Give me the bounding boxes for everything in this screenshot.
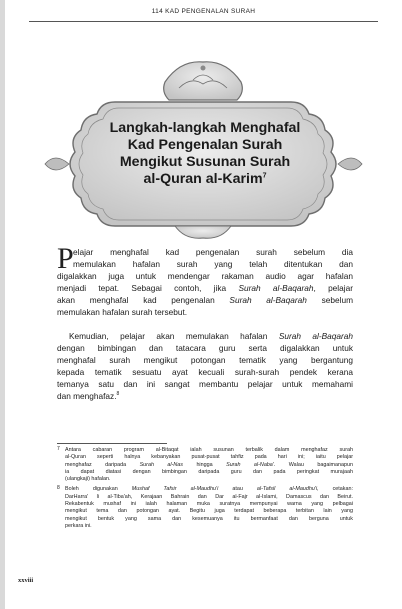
text-line: temanya satu dan ini sangat membantu pelajar untuk memahami	[57, 379, 353, 389]
footnotes	[57, 447, 353, 533]
footnote-line: Antara cabaran program al-Bitaqat ialah susunan terbalik dalam menghafaz surah	[65, 447, 353, 453]
text-line: menghafal surah mengikut potongan tematik yang bergantung	[57, 355, 353, 365]
footnote-line: al-Quran seperti halnya kebanyakan pusat-pusat tahfiz pada hari ini; iaitu pelajar	[65, 454, 353, 461]
text-line: digalakkan juga untuk mendengar rakaman audio agar hafalan	[57, 271, 353, 281]
text-line: memulakan hafalan surah yang telah ditentukan dan	[73, 259, 353, 269]
footnote-line: mengikut bentuk yang sama dan kesemuanya itu bermanfaat dan berguna untuk	[65, 515, 353, 522]
header-rule	[29, 21, 378, 22]
footnote-line: ia dapat diatasi dengan bimbingan daripada guru dan pada peringkat murajaah	[65, 468, 353, 475]
book-page	[5, 0, 402, 609]
running-head: 114 KAD PENGENALAN SURAH	[151, 8, 256, 15]
footnote-line: menghafaz daripada Surah al-Nas hingga Surah al-Naba'. Walau bagaimanapun	[65, 461, 353, 468]
body-text	[57, 242, 353, 402]
text-line: elajar menghafal kad pengenalan surah sebelum dia	[73, 247, 353, 257]
text-line: menjadi tepat. Sebagai contoh, jika Surah al-Baqarah, pelajar	[57, 283, 353, 293]
footnote-line: Boleh digunakan Mushaf Tafsir al-Maudhu'i atau al-Tafsil al-Maudhu'i, cetakan:	[65, 486, 353, 493]
footnote-line: mengikut tema dan potongan ayat. Begitu juga terdapat beberapa terbitan lain yang	[65, 508, 353, 515]
chapter-title	[95, 120, 315, 188]
footnote-ref[interactable]: 8	[116, 391, 120, 398]
footnote-rule	[57, 443, 167, 444]
footnote-line: perkara ini.	[65, 522, 92, 529]
title-footnote-ref[interactable]: 7	[262, 172, 267, 180]
title-line: Kad Pengenalan Surah	[127, 137, 283, 153]
text-line: dengan bimbingan dan tatacara guru serta digalakkan untuk	[57, 343, 353, 353]
footnote	[57, 447, 353, 483]
text-line: dan menghafaz.$^8$	[57, 391, 120, 401]
paragraph	[57, 330, 353, 402]
footnote	[57, 486, 353, 530]
footnote-number: 7	[57, 446, 60, 452]
footnote-line: (ulangkaji) hafalan.	[65, 476, 111, 483]
footnote-line: DarHarra' li al-Tiba'ah, Kerajaan Bahrain dan Dar al-Fajr al-Islami, Damascus dan Beirut.	[65, 493, 353, 500]
title-line: Mengikut Susunan Surah	[119, 154, 291, 170]
title-line-last: al-Quran al-Karim$^7$	[143, 171, 267, 187]
drop-cap: P	[57, 242, 74, 275]
text-line: kepada tematik sesuatu ayat kecuali surah-surah pendek kerana	[57, 367, 353, 377]
footnote-number: 8	[57, 485, 60, 492]
text-line: Kemudian, pelajar akan memulakan hafalan Surah al-Baqarah	[69, 331, 353, 341]
text-line: akan menghafal kad pengenalan Surah al-Baqarah sebelum	[57, 295, 353, 305]
footnote-line: Rekabentuk mushaf ini ialah halaman muka suratnya mempunyai warna yang pelbagai	[65, 501, 353, 508]
text-line: memulakan hafalan surah tersebut.	[57, 307, 188, 317]
page-number: xxviii	[18, 577, 34, 584]
paragraph	[57, 242, 353, 318]
title-line: Langkah-langkah Menghafal	[109, 120, 301, 136]
